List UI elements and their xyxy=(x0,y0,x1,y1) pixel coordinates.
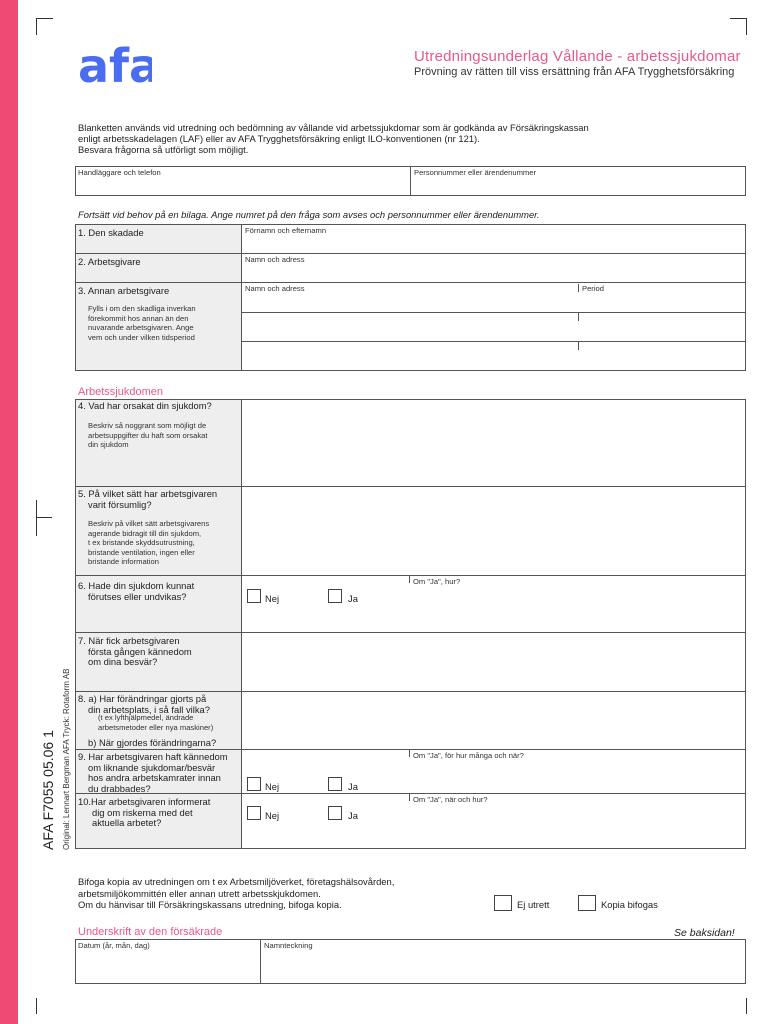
q2-label: 2. Arbetsgivare xyxy=(78,256,141,267)
label-line: 6. Hade din sjukdom kunnat xyxy=(78,580,195,591)
crop-mark xyxy=(730,18,747,35)
hint-line: Beskriv på vilket sätt arbetsgivarens xyxy=(88,519,210,528)
q7-label xyxy=(78,636,192,668)
label-line: om dina besvär? xyxy=(88,656,158,667)
divider xyxy=(260,939,261,984)
logo-text: afa xyxy=(78,42,152,88)
hint-line: Beskriv så noggrant som möjligt de xyxy=(88,421,207,430)
q7-answer-input[interactable] xyxy=(243,634,743,689)
q9-if-yes-label: Om "Ja", för hur många och när? xyxy=(413,751,524,760)
q8a-label xyxy=(78,694,210,715)
section-heading-disease: Arbetssjukdomen xyxy=(78,386,163,398)
divider xyxy=(75,486,746,487)
tick xyxy=(409,575,410,583)
tick xyxy=(578,313,579,321)
crop-mark xyxy=(36,18,53,35)
q3-period-input[interactable] xyxy=(580,294,743,310)
q6-how-input[interactable] xyxy=(411,587,743,630)
q6-no-label: Nej xyxy=(265,593,280,604)
hint-line: nuvarande arbetsgivaren. Ange xyxy=(88,323,194,332)
print-credits: Original: Lennart Bergman AFA Tryck: Rotaform AB xyxy=(62,668,71,850)
q9-yes-checkbox[interactable] xyxy=(328,777,342,791)
hint-line: arbetsuppgifter du haft som orsakat xyxy=(88,430,208,440)
q6-no-checkbox[interactable] xyxy=(247,589,261,603)
q5-label xyxy=(78,489,217,510)
hint-line: agerande bidragit till din sjukdom, xyxy=(88,528,202,538)
hint-line: (t ex lyfthjälpmedel, ändrade xyxy=(98,713,194,722)
divider xyxy=(75,282,746,283)
q8-answer-input[interactable] xyxy=(243,693,743,747)
q10-yes-label: Ja xyxy=(348,810,358,821)
q10-if-yes-label: Om "Ja", när och hur? xyxy=(413,795,488,804)
q4-label: 4. Vad har orsakat din sjukdom? xyxy=(78,400,212,411)
attach-instructions xyxy=(78,876,394,911)
crop-mark xyxy=(730,998,747,1014)
divider xyxy=(410,166,411,196)
intro-line: Besvara frågorna så utförligt som möjligt. xyxy=(78,144,249,155)
tick xyxy=(578,284,579,292)
label-line: 8. a) Har förändringar gjorts på xyxy=(78,693,207,704)
crop-mark xyxy=(36,998,53,1014)
q9-no-label: Nej xyxy=(265,781,280,792)
see-back-note: Se baksidan! xyxy=(674,927,735,939)
form-subtitle: Prövning av rätten till viss ersättning från AFA Trygghetsförsäkring xyxy=(414,66,735,78)
label-line: aktuella arbetet? xyxy=(92,817,162,828)
tick xyxy=(409,749,410,757)
handler-field-label: Handläggare och telefon xyxy=(78,168,161,177)
not-investigated-label: Ej utrett xyxy=(517,899,550,910)
section-heading-signature: Underskrift av den försäkrade xyxy=(78,926,223,938)
divider xyxy=(75,691,746,692)
q3-field-label: Namn och adress xyxy=(245,284,305,293)
label-line: hos andra arbetskamrater innan xyxy=(88,772,221,783)
q3-address-input-3[interactable] xyxy=(243,343,576,369)
q10-no-checkbox[interactable] xyxy=(247,806,261,820)
label-line: första gången kännedom xyxy=(88,645,192,657)
q3-hint xyxy=(88,304,196,342)
side-color-bar xyxy=(0,0,18,1024)
handler-input[interactable] xyxy=(76,176,408,195)
personnummer-field-label: Personnummer eller ärendenummer xyxy=(414,168,536,177)
q3-address-input-2[interactable] xyxy=(243,314,576,340)
q1-label: 1. Den skadade xyxy=(78,227,144,238)
q8b-label: b) När gjordes förändringarna? xyxy=(88,737,217,748)
hint-line: din sjukdom xyxy=(88,440,129,449)
hint-line: Fylls i om den skadliga inverkan xyxy=(88,304,196,313)
q9-label xyxy=(78,752,228,794)
q3-period-input-2[interactable] xyxy=(580,314,743,340)
signature-input[interactable] xyxy=(262,952,743,982)
q6-yes-label: Ja xyxy=(348,593,358,604)
intro-line: Blanketten används vid utredning och bedömning av vållande vid arbetssjukdomar som är godkända av Försäkringskassan xyxy=(78,122,589,133)
divider xyxy=(75,575,746,576)
tick xyxy=(578,342,579,350)
q8a-hint xyxy=(98,713,213,732)
label-line: 10.Har arbetsgivaren informerat xyxy=(78,796,211,807)
signature-field-label: Namnteckning xyxy=(264,941,313,950)
q10-label xyxy=(78,797,210,829)
q3-period-input-3[interactable] xyxy=(580,343,743,369)
divider xyxy=(241,399,242,849)
label-line: 5. På vilket sätt har arbetsgivaren xyxy=(78,488,218,499)
form-title: Utredningsunderlag Vållande - arbetssjukdomar xyxy=(414,48,741,65)
label-line: om liknande sjukdomar/besvär xyxy=(88,761,216,773)
fold-mark xyxy=(36,517,52,518)
q3-period-label: Period xyxy=(582,284,604,293)
fold-mark xyxy=(36,500,37,536)
label-line: dig om riskerna med det xyxy=(92,806,193,818)
hint-line: t ex bristande skyddsutrustning, xyxy=(88,538,195,547)
q2-address-input[interactable] xyxy=(243,265,743,281)
label-line: du drabbades? xyxy=(88,782,151,794)
label-line: varit försumlig? xyxy=(88,498,152,510)
attach-line: arbetsmiljökommittén eller annan utrett arbetsskjukdomen. xyxy=(78,887,321,899)
label-line: din arbetsplats, i så fall vilka? xyxy=(88,703,210,715)
divider xyxy=(75,749,746,750)
attach-line: Om du hänvisar till Försäkringskassans utredning, bifoga kopia. xyxy=(78,899,342,910)
personnummer-input[interactable] xyxy=(412,176,744,195)
not-investigated-checkbox[interactable] xyxy=(494,895,512,911)
hint-line: arbetsmetoder eller nya maskiner) xyxy=(98,722,214,732)
divider xyxy=(75,632,746,633)
form-id: AFA F7055 05.06 1 xyxy=(40,730,56,850)
hint-line: bristande ventilation, ingen eller xyxy=(88,547,195,557)
q3-address-input[interactable] xyxy=(243,294,576,310)
q6-yes-checkbox[interactable] xyxy=(328,589,342,603)
date-field-label: Datum (år, mån, dag) xyxy=(78,941,150,950)
divider xyxy=(75,253,746,254)
divider xyxy=(241,312,746,313)
continue-note: Fortsätt vid behov på en bilaga. Ange numret på den fråga som avses och personnummer eller ärendenummer. xyxy=(78,209,540,220)
intro-text xyxy=(78,122,678,155)
label-line: 9. Har arbetsgivaren haft kännedom xyxy=(78,751,228,762)
label-line: förutses eller undvikas? xyxy=(88,590,187,602)
q9-yes-label: Ja xyxy=(348,781,358,792)
tick xyxy=(409,793,410,801)
q5-answer-input[interactable] xyxy=(243,488,743,573)
q9-no-checkbox[interactable] xyxy=(247,777,261,791)
q1-name-input[interactable] xyxy=(243,236,743,252)
q10-yes-checkbox[interactable] xyxy=(328,806,342,820)
q6-if-yes-label: Om "Ja", hur? xyxy=(413,577,461,586)
date-input[interactable] xyxy=(77,952,258,982)
label-line: 7. När fick arbetsgivaren xyxy=(78,635,180,646)
q3-label: 3. Annan arbetsgivare xyxy=(78,285,170,296)
q10-no-label: Nej xyxy=(265,810,280,821)
q6-label xyxy=(78,581,194,602)
hint-line: förekommit hos annan än den xyxy=(88,313,189,323)
q9-details-input[interactable] xyxy=(411,761,743,792)
divider xyxy=(241,341,746,342)
q4-hint xyxy=(88,421,207,450)
q4-answer-input[interactable] xyxy=(243,401,743,484)
q1-field-label: Förnamn och efternamn xyxy=(245,226,327,235)
copy-attached-checkbox[interactable] xyxy=(578,895,596,911)
q2-field-label: Namn och adress xyxy=(245,255,305,264)
hint-line: bristande information xyxy=(88,557,159,566)
q10-details-input[interactable] xyxy=(411,805,743,847)
hint-line: vem och under vilken tidsperiod xyxy=(88,332,195,342)
copy-attached-label: Kopia bifogas xyxy=(601,899,658,910)
attach-line: Bifoga kopia av utredningen om t ex Arbetsmiljöverket, företagshälsovården, xyxy=(78,876,395,887)
q5-hint xyxy=(88,519,209,567)
afa-logo xyxy=(78,42,152,93)
intro-line: enligt arbetsskadelagen (LAF) eller av AFA Trygghetsförsäkring enligt ILO-konventionen (nr 121). xyxy=(78,133,480,144)
divider xyxy=(241,224,242,371)
